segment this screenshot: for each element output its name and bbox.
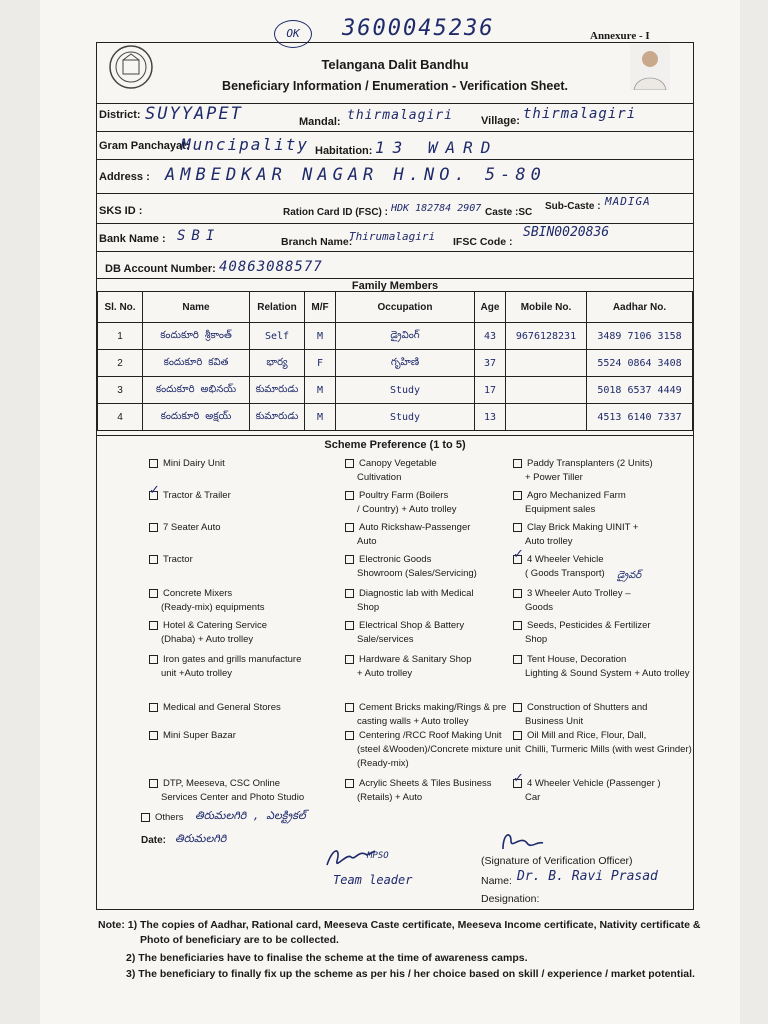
checkbox[interactable] — [345, 459, 354, 468]
district-label: District: — [99, 109, 141, 121]
name-cell: కందుకూరి అక్షయ్ — [143, 404, 250, 431]
name-cell: కందుకూరి అభినయ్ — [143, 377, 250, 404]
scheme-option[interactable] — [345, 489, 535, 517]
scheme-option[interactable] — [149, 619, 339, 647]
scheme-option-label: Acrylic Sheets & Tiles Business — [359, 778, 492, 789]
age-cell: 17 — [475, 377, 506, 404]
scheme-option-sublabel: unit +Auto trolley — [161, 668, 233, 679]
scheme-option[interactable] — [149, 553, 339, 567]
scheme-option-label: Poultry Farm (Boilers — [359, 490, 449, 501]
col-mf: M/F — [305, 292, 336, 323]
checkbox[interactable] — [149, 703, 158, 712]
scheme-option-label: Cement Bricks making/Rings & pre — [359, 702, 507, 713]
scheme-option[interactable] — [149, 701, 339, 715]
scheme-option-label: Hotel & Catering Service — [163, 620, 268, 631]
scheme-option-sublabel: (Retails) + Auto — [357, 792, 423, 803]
scheme-option-label: Agro Mechanized Farm — [527, 490, 626, 501]
gram-panchayat-value: Muncipality — [181, 135, 309, 154]
scheme-option-label: Concrete Mixers — [163, 588, 233, 599]
relation-cell: Self — [250, 323, 305, 350]
village-label: Village: — [481, 115, 520, 127]
scheme-option[interactable] — [513, 489, 693, 517]
scheme-option-sublabel: Services Center and Photo Studio — [161, 792, 305, 803]
mobile-cell — [506, 350, 587, 377]
bank-name-value: SBI — [177, 228, 221, 244]
scheme-option[interactable] — [345, 587, 535, 615]
name-cell: కందుకూరి కవిత — [143, 350, 250, 377]
scheme-option-label: Diagnostic lab with Medical — [359, 588, 474, 599]
others-value: తిరుమలగిరి , ఎలక్ట్రికల్ — [195, 809, 306, 822]
scheme-option-label: Construction of Shutters and — [527, 702, 648, 713]
age-cell: 43 — [475, 323, 506, 350]
gram-panchayat-label: Gram Panchayat: — [99, 140, 190, 152]
designation-label: Designation: — [481, 893, 540, 905]
scheme-option-label: Hardware & Sanitary Shop — [359, 654, 472, 665]
scheme-option-sublabel: Lighting & Sound System + Auto trolley — [525, 668, 690, 679]
scheme-option-label: 3 Wheeler Auto Trolley – — [527, 588, 631, 599]
scheme-option[interactable] — [149, 521, 339, 535]
checkbox[interactable] — [513, 731, 522, 740]
bank-name-label: Bank Name : — [99, 233, 166, 245]
checkbox[interactable] — [149, 655, 158, 664]
scheme-option[interactable] — [345, 653, 535, 681]
scheme-option[interactable] — [345, 777, 535, 805]
checkbox[interactable] — [513, 703, 522, 712]
scheme-option[interactable] — [149, 653, 339, 681]
occupation-cell: గృహిణి — [336, 350, 475, 377]
note-line-1: Note: 1) The copies of Aadhar, Rational card, Meeseva Caste certificate, Meeseva Income certificate, Nativity certificate & — [98, 919, 701, 931]
scheme-option-label: Paddy Transplanters (2 Units) — [527, 458, 653, 469]
mobile-cell — [506, 377, 587, 404]
checkbox[interactable] — [345, 703, 354, 712]
ration-card-label: Ration Card ID (FSC) : — [283, 207, 388, 218]
mobile-cell: 9676128231 — [506, 323, 587, 350]
checkbox[interactable] — [345, 731, 354, 740]
relation-cell: కుమారుడు — [250, 404, 305, 431]
scheme-option[interactable] — [149, 777, 339, 805]
verification-form — [96, 42, 694, 910]
family-members-title: Family Members — [351, 280, 439, 292]
note-line-3: 3) The beneficiary to finally fix up the scheme as per his / her choice based on skill / experience / market potential. — [126, 968, 695, 980]
scheme-option[interactable] — [345, 457, 535, 485]
scheme-option-sublabel: / Country) + Auto trolley — [357, 504, 457, 515]
mandal-value: thirmalagiri — [347, 108, 453, 123]
name-label: Name: — [481, 875, 512, 887]
mf-cell: F — [305, 350, 336, 377]
scheme-option[interactable] — [345, 521, 535, 549]
sl-cell: 4 — [98, 404, 143, 431]
checkbox[interactable] — [149, 523, 158, 532]
scheme-option-sublabel: Shop — [357, 602, 380, 613]
caste-label: Caste :SC — [485, 207, 533, 218]
scheme-option-sublabel: ( Goods Transport) — [525, 568, 605, 579]
scheme-option[interactable] — [513, 457, 693, 485]
signature-label: (Signature of Verification Officer) — [481, 855, 633, 867]
ok-mark: OK — [274, 20, 312, 48]
checkbox[interactable] — [149, 589, 158, 598]
mf-cell: M — [305, 404, 336, 431]
team-leader-mark: MPSO — [367, 851, 389, 861]
checkbox[interactable] — [345, 621, 354, 630]
scheme-option-label: Clay Brick Making UINIT + — [527, 522, 639, 533]
scheme-option-sublabel: (Dhaba) + Auto trolley — [161, 634, 254, 645]
scheme-option-sublabel: Chilli, Turmeric Mills (with west Grinder) — [525, 744, 692, 755]
mf-cell: M — [305, 377, 336, 404]
telangana-emblem-icon — [108, 44, 154, 90]
aadhar-cell: 3489 7106 3158 — [587, 323, 693, 350]
branch-name-label: Branch Name: — [281, 236, 353, 248]
table-row — [98, 377, 693, 404]
checkbox[interactable] — [149, 491, 158, 500]
scheme-option-label: 4 Wheeler Vehicle (Passenger ) — [527, 778, 661, 789]
officer-name-value: Dr. B. Ravi Prasad — [517, 869, 658, 884]
col-name: Name — [143, 292, 250, 323]
team-leader-label: Team leader — [333, 873, 413, 887]
scheme-option-label: Oil Mill and Rice, Flour, Dall, — [527, 730, 647, 741]
mandal-label: Mandal: — [299, 116, 341, 128]
subcaste-label: Sub-Caste : — [545, 201, 601, 212]
sks-id-label: SKS ID : — [99, 205, 143, 217]
form-subtitle: Beneficiary Information / Enumeration - Verification Sheet. — [222, 79, 568, 93]
checkbox[interactable] — [513, 459, 522, 468]
scheme-option[interactable] — [345, 553, 535, 581]
scheme-option[interactable] — [513, 701, 693, 729]
form-title: Telangana Dalit Bandhu — [321, 57, 469, 72]
annexure-label: Annexure - I — [590, 30, 650, 42]
scheme-option-sublabel: Auto trolley — [525, 536, 573, 547]
scheme-option-label: Canopy Vegetable — [359, 458, 437, 469]
scheme-option-sublabel: casting walls + Auto trolley — [357, 716, 469, 727]
occupation-cell: డ్రైవింగ్ — [336, 323, 475, 350]
checkbox[interactable] — [513, 779, 522, 788]
checkbox[interactable] — [149, 555, 158, 564]
address-label: Address : — [99, 171, 150, 183]
checkbox[interactable] — [513, 589, 522, 598]
scheme-option-sublabel: (Ready-mix) equipments — [161, 602, 265, 613]
scheme-option-label: Seeds, Pesticides & Fertilizer — [527, 620, 651, 631]
village-value: thirmalagiri — [523, 106, 637, 122]
checkbox[interactable] — [513, 621, 522, 630]
checkbox[interactable] — [149, 731, 158, 740]
scheme-option-label: Medical and General Stores — [163, 702, 281, 713]
scheme-option[interactable] — [513, 553, 693, 581]
scheme-option-sublabel: Sale/services — [357, 634, 414, 645]
scheme-option-label: Tractor — [163, 554, 193, 565]
scheme-option-sublabel: Equipment sales — [525, 504, 596, 515]
scheme-option[interactable] — [345, 619, 535, 647]
scheme-option[interactable] — [513, 729, 693, 757]
note-line-2: 2) The beneficiaries have to finalise the scheme at the time of awareness camps. — [126, 952, 528, 964]
scheme-option[interactable] — [513, 653, 693, 681]
note-line-1b: Photo of beneficiary are to be collected. — [140, 934, 339, 946]
officer-signature-icon — [497, 829, 547, 855]
scheme-option-sublabel: Shop — [525, 634, 548, 645]
col-aadhar: Aadhar No. — [587, 292, 693, 323]
checkbox[interactable] — [513, 523, 522, 532]
family-members-table — [97, 291, 693, 431]
checkbox[interactable] — [345, 555, 354, 564]
table-row — [98, 404, 693, 431]
serial-number: 3600045236 — [342, 16, 495, 41]
account-value: 40863088577 — [219, 259, 323, 275]
scheme-option-label: Centering /RCC Roof Making Unit — [359, 730, 502, 741]
occupation-cell: Study — [336, 404, 475, 431]
scheme-option[interactable] — [345, 729, 535, 771]
checkbox[interactable] — [513, 491, 522, 500]
scheme-option-label: Mini Dairy Unit — [163, 458, 225, 469]
name-cell: కందుకూరి శ్రీకాంత్ — [143, 323, 250, 350]
scheme-option[interactable] — [149, 489, 339, 503]
checkbox[interactable] — [345, 779, 354, 788]
scheme-option-label: Electrical Shop & Battery — [359, 620, 465, 631]
checkbox[interactable] — [513, 655, 522, 664]
checkbox[interactable] — [345, 523, 354, 532]
scheme-option[interactable] — [149, 729, 339, 743]
scheme-option[interactable] — [513, 521, 693, 549]
scheme-option-label: Electronic Goods — [359, 554, 432, 565]
goods-note: డ్రైవర్ — [617, 570, 642, 581]
scheme-option-label: Tractor & Trailer — [163, 490, 231, 501]
col-occupation: Occupation — [336, 292, 475, 323]
scheme-option-sublabel: Goods — [525, 602, 553, 613]
scheme-option-label: Auto Rickshaw-Passenger — [359, 522, 471, 533]
scheme-option-label: 4 Wheeler Vehicle — [527, 554, 604, 565]
checkbox[interactable] — [345, 491, 354, 500]
relation-cell: భార్య — [250, 350, 305, 377]
scheme-option-sublabel: + Power Tiller — [525, 472, 583, 483]
subcaste-value: MADIGA — [605, 195, 651, 208]
others-label: Others — [155, 812, 184, 823]
aadhar-cell: 5524 0864 3408 — [587, 350, 693, 377]
habitation-value: 13 WARD — [375, 138, 499, 157]
checkbox[interactable] — [149, 459, 158, 468]
ifsc-label: IFSC Code : — [453, 236, 513, 248]
scheme-option[interactable] — [149, 587, 339, 615]
scheme-option-sublabel: Showroom (Sales/Servicing) — [357, 568, 477, 579]
date-label: Date: — [141, 835, 167, 846]
col-relation: Relation — [250, 292, 305, 323]
scheme-option-sublabel: Auto — [357, 536, 377, 547]
age-cell: 13 — [475, 404, 506, 431]
ration-card-value: HDK 182784 2907 — [391, 203, 482, 214]
scheme-option-label: Tent House, Decoration — [527, 654, 627, 665]
scheme-option[interactable] — [345, 701, 535, 729]
scheme-option-sublabel: Business Unit — [525, 716, 584, 727]
account-label: DB Account Number: — [105, 263, 216, 275]
col-sl: Sl. No. — [98, 292, 143, 323]
chief-minister-photo-icon — [630, 44, 670, 90]
sl-cell: 2 — [98, 350, 143, 377]
scheme-option-sublabel: (steel &Wooden)/Concrete mixture unit (Ready-mix) — [357, 744, 521, 769]
scheme-option-sublabel: Car — [525, 792, 541, 803]
mobile-cell — [506, 404, 587, 431]
scheme-option[interactable] — [513, 619, 693, 647]
scheme-option-sublabel: + Auto trolley — [357, 668, 413, 679]
scheme-option[interactable] — [149, 457, 339, 471]
habitation-label: Habitation: — [315, 145, 373, 157]
occupation-cell: Study — [336, 377, 475, 404]
relation-cell: కుమారుడు — [250, 377, 305, 404]
scheme-option-sublabel: Cultivation — [357, 472, 402, 483]
checkbox[interactable] — [345, 655, 354, 664]
mf-cell: M — [305, 323, 336, 350]
age-cell: 37 — [475, 350, 506, 377]
table-row — [98, 323, 693, 350]
scheme-option-label: Iron gates and grills manufacture — [163, 654, 302, 665]
checkbox[interactable] — [345, 589, 354, 598]
district-value: SUYYAPET — [145, 104, 243, 124]
scheme-option-label: DTP, Meeseva, CSC Online — [163, 778, 281, 789]
checkbox[interactable] — [149, 779, 158, 788]
col-age: Age — [475, 292, 506, 323]
scheme-preference-title: Scheme Preference (1 to 5) — [324, 439, 466, 451]
ifsc-value: SBIN0020836 — [523, 225, 610, 240]
sl-cell: 1 — [98, 323, 143, 350]
address-value: AMBEDKAR NAGAR H.NO. 5-80 — [165, 165, 546, 185]
aadhar-cell: 4513 6140 7337 — [587, 404, 693, 431]
scheme-option[interactable] — [513, 587, 693, 615]
aadhar-cell: 5018 6537 4449 — [587, 377, 693, 404]
scheme-option-label: Mini Super Bazar — [163, 730, 236, 741]
scheme-option-label: 7 Seater Auto — [163, 522, 221, 533]
branch-name-value: Thirumalagiri — [349, 230, 436, 243]
col-mobile: Mobile No. — [506, 292, 587, 323]
checkbox[interactable] — [149, 621, 158, 630]
checkbox[interactable] — [513, 555, 522, 564]
checkbox[interactable] — [141, 813, 150, 822]
sl-cell: 3 — [98, 377, 143, 404]
date-value: తిరుమలగిరి — [175, 832, 227, 845]
scheme-option[interactable] — [513, 777, 693, 805]
table-row — [98, 350, 693, 377]
